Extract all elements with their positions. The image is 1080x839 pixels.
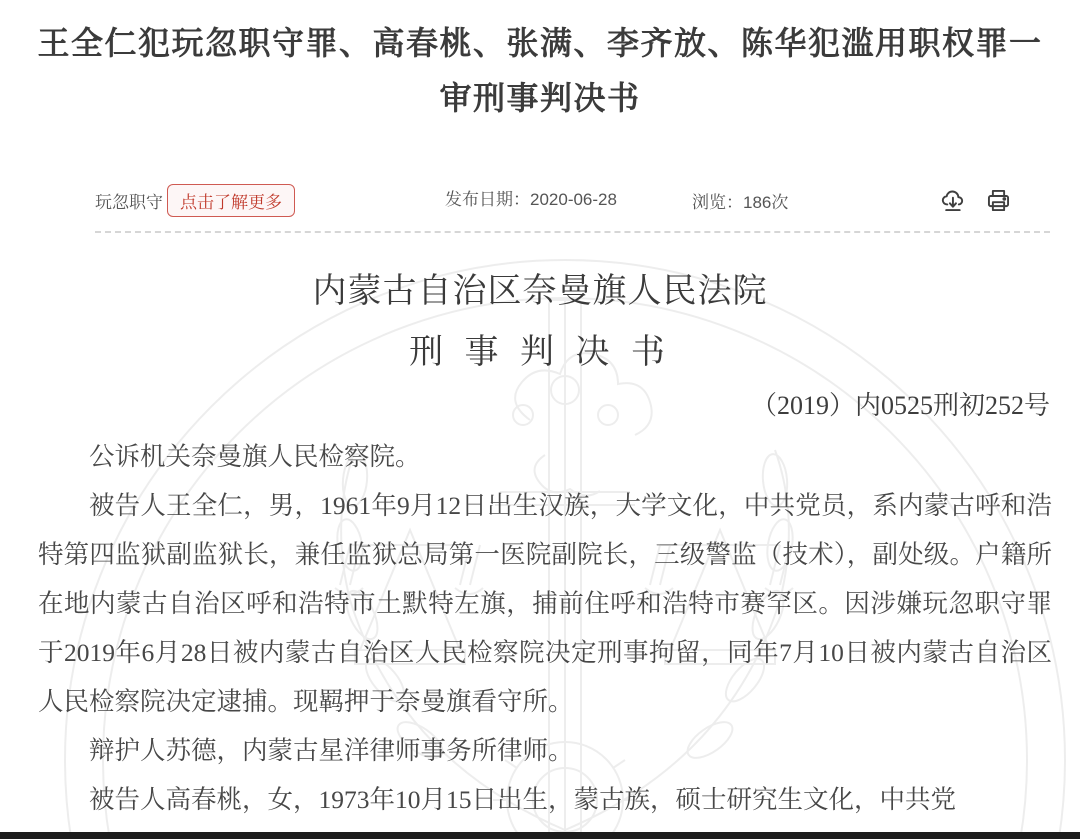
page-title: 王全仁犯玩忽职守罪、高春桃、张满、李齐放、陈华犯滥用职权罪一审刑事判决书 xyxy=(37,25,1043,116)
document-type-heading: 刑 事 判 决 书 xyxy=(409,333,671,371)
paragraph-defendant-wang: 被告人王全仁，男，1961年9月12日出生汉族，大学文化，中共党员，系内蒙古呼和浩特第四监狱副监狱长，兼任监狱总局第一医院副院长，三级警监（技术），副处级。户籍所在地内蒙古自治区呼和浩特市土默特左旗，捕前住呼和浩特市赛罕区。因涉嫌玩忽职守罪于2019年6月28日被内蒙古自治区人民检察院决定刑事拘留，同年7月10日被内蒙古自治区人民检察院决定逮捕。现羁押于奈曼旗看守所。 xyxy=(38,491,1052,716)
publish-date xyxy=(445,186,640,214)
bottom-edge-bar xyxy=(0,832,1080,839)
view-count-label: 浏览： xyxy=(692,193,743,212)
paragraph-defender: 辩护人苏德，内蒙古星洋律师事务所律师。 xyxy=(89,736,574,765)
document-body xyxy=(38,432,1052,824)
court-name: 内蒙古自治区奈曼旗人民法院 xyxy=(312,272,768,310)
view-count xyxy=(692,188,788,213)
category-tag: 玩忽职守 xyxy=(95,193,163,212)
cloud-download-icon[interactable] xyxy=(940,187,967,214)
learn-more-button[interactable]: 点击了解更多 xyxy=(167,184,295,217)
paragraph-defendant-gao: 被告人高春桃，女，1973年10月15日出生，蒙古族，硕士研究生文化，中共党 xyxy=(89,785,957,814)
case-number: （2019）内0525刑初252号 xyxy=(750,391,1050,420)
paragraph-prosecution: 公诉机关奈曼旗人民检察院。 xyxy=(89,442,421,471)
printer-icon[interactable] xyxy=(985,187,1012,214)
publish-date-value: 2020-06-28 xyxy=(530,190,617,210)
action-icons xyxy=(940,187,1012,214)
view-count-value: 186次 xyxy=(743,193,789,212)
meta-bar xyxy=(95,184,1050,233)
publish-date-label: 发布日期： xyxy=(445,190,530,210)
